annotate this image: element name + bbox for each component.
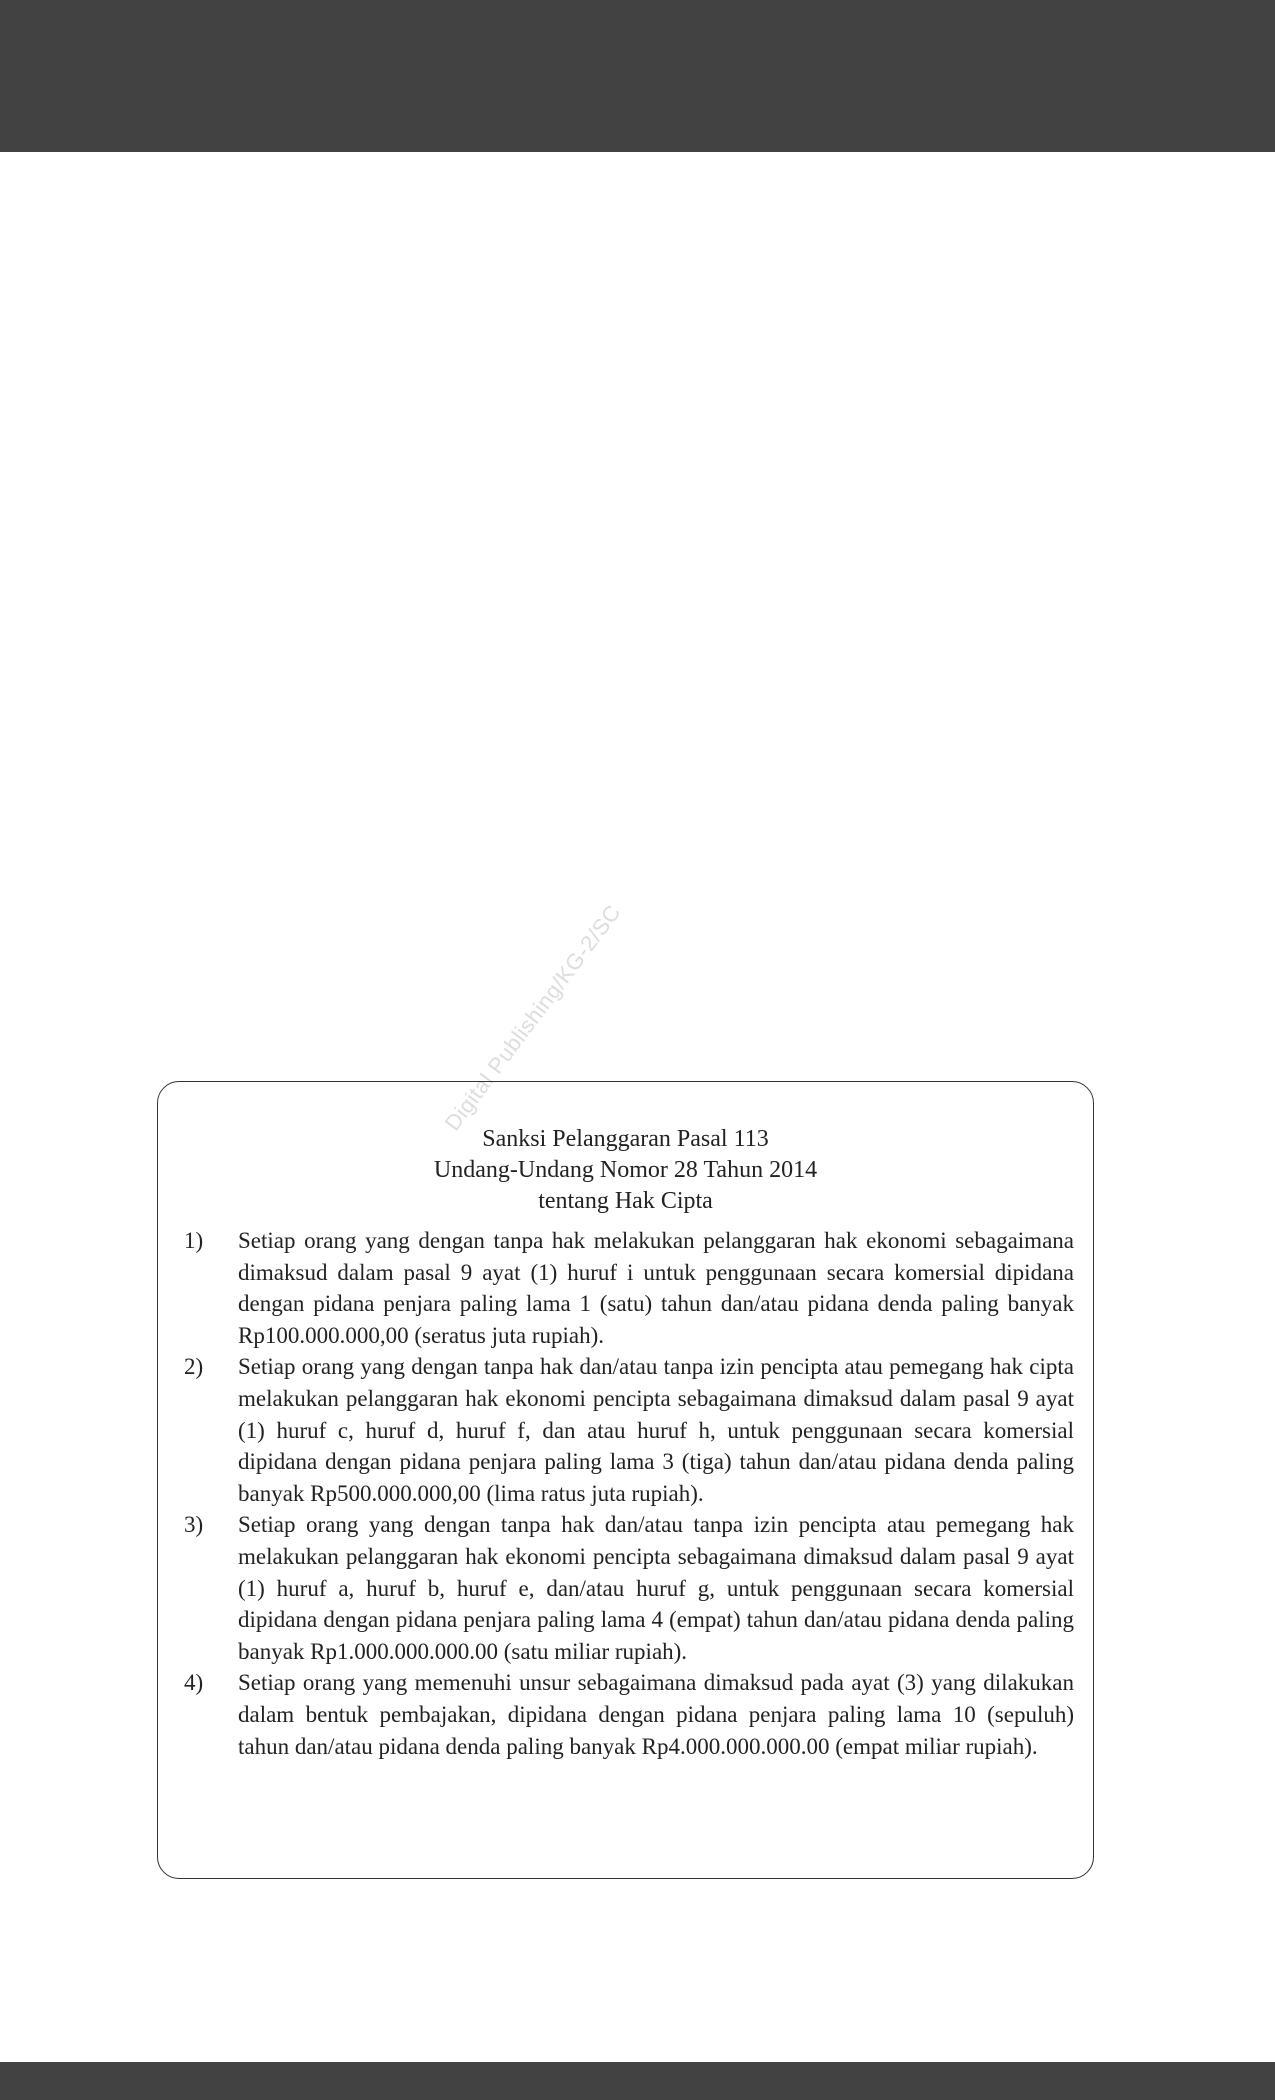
heading-line-1: Sanksi Pelanggaran Pasal 113 — [482, 1126, 769, 1152]
notice-heading — [158, 1124, 1093, 1217]
sanction-item-4 — [184, 1667, 1074, 1762]
copyright-notice-box — [157, 1081, 1094, 1879]
item-text: Setiap orang yang memenuhi unsur sebagaimana dimaksud pada ayat (3) yang dilakukan dalam bentuk pembajakan, dipidana dengan pidana penjara paling lama 10 (sepuluh) tahun dan/atau pidana denda paling banyak Rp4.000.000.000.00 (empat miliar rupiah). — [238, 1670, 1074, 1759]
sanction-item-2 — [184, 1351, 1074, 1509]
watermark: Digital Publishing/KG-2/SC — [439, 899, 626, 1136]
item-number: 1) — [184, 1228, 204, 1253]
sanction-item-3 — [184, 1509, 1074, 1667]
item-text: Setiap orang yang dengan tanpa hak dan/atau tanpa izin pencipta atau pemegang hak cipta melakukan pelanggaran hak ekonomi pencipta sebagaimana dimaksud dalam pasal 9 ayat (1) huruf c, huruf d, huruf f, dan atau huruf h, untuk penggunaan secara komersial dipidana dengan pidana penjara paling lama 3 (tiga) tahun dan/atau pidana denda paling banyak Rp500.000.000,00 (lima ratus juta rupiah). — [238, 1354, 1074, 1506]
top-toolbar — [0, 0, 1275, 152]
item-text: Setiap orang yang dengan tanpa hak melakukan pelanggaran hak ekonomi sebagaimana dimaksud dalam pasal 9 ayat (1) huruf i untuk penggunaan secara komersial dipidana dengan pidana penjara paling lama 1 (satu) tahun dan/atau pidana denda paling banyak Rp100.000.000,00 (seratus juta rupiah). — [238, 1228, 1074, 1348]
heading-line-2: Undang-Undang Nomor 28 Tahun 2014 — [433, 1157, 818, 1183]
item-number: 4) — [184, 1670, 204, 1696]
sanction-item-1 — [184, 1225, 1074, 1351]
item-number: 2) — [184, 1354, 204, 1380]
item-number: 3) — [184, 1512, 204, 1538]
bottom-toolbar — [0, 2062, 1275, 2100]
heading-line-3: tentang Hak Cipta — [538, 1188, 713, 1214]
item-text: Setiap orang yang dengan tanpa hak dan/atau tanpa izin pencipta atau pemegang hak melakukan pelanggaran hak ekonomi pencipta sebagaimana dimaksud dalam pasal 9 ayat (1) huruf a, huruf b, huruf e, dan/atau huruf g, untuk penggunaan secara komersial dipidana dengan pidana penjara paling lama 4 (empat) tahun dan/atau pidana denda paling banyak Rp1.000.000.000.00 (satu miliar rupiah). — [238, 1512, 1074, 1664]
sanction-list — [184, 1225, 1074, 1762]
